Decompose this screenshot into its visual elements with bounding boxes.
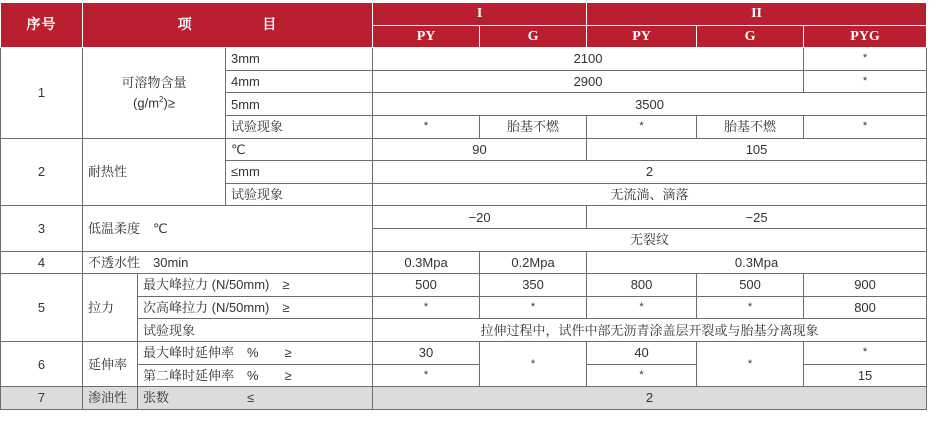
value-cell: * [587,115,697,138]
value-cell: * [697,296,804,319]
header-row-1 [1,3,927,26]
sub-item-label: 5mm [226,93,373,116]
header-sub-g-2: G [697,25,804,48]
value-cell: 500 [697,274,804,297]
item-name: 不透水性 30min [83,251,373,274]
header-sub-py-1: PY [373,25,480,48]
row-number: 7 [1,387,83,410]
value-cell: −20 [373,206,587,229]
item-name-line-2: $(g/m^2)\ge$ [133,95,175,111]
item-name: 耐热性 [83,138,226,206]
value-cell: 800 [587,274,697,297]
value-cell: 0.3Mpa [373,251,480,274]
value-cell: * [480,296,587,319]
value-cell: 90 [373,138,587,161]
item-name: 渗油性 [83,387,138,410]
value-cell: * [373,364,480,387]
value-cell: * [587,296,697,319]
value-cell: 拉伸过程中，试件中部无沥青涂盖层开裂或与胎基分离现象 [373,319,927,342]
value-cell: 2 [373,161,927,184]
value-cell: * [804,341,927,364]
spec-table [0,2,927,410]
header-no: 序号 [1,3,83,48]
row-number: 4 [1,251,83,274]
sub-item-label: 试验现象 [226,115,373,138]
table-row [1,48,927,71]
value-cell: 2100 [373,48,804,71]
header-sub-py-2: PY [587,25,697,48]
header-item [83,3,373,48]
item-name-line-1: 可溶物含量 [121,75,187,91]
sub-item-label: 张数 ≤ [138,387,373,410]
header-group-1: I [373,3,587,26]
sub-item-label: 次高峰拉力 (N/50mm) ≥ [138,296,373,319]
value-cell: 900 [804,274,927,297]
value-cell: 40 [587,341,697,364]
table-row [1,296,927,319]
header-item-char-2: 目 [262,16,278,33]
sub-item-label: ℃ [226,138,373,161]
row-number: 3 [1,206,83,251]
value-cell: 胎基不燃 [697,115,804,138]
item-name [83,48,226,138]
row-number: 6 [1,341,83,386]
sub-item-label: 第二峰时延伸率 % ≥ [138,364,373,387]
row-number: 1 [1,48,83,138]
value-cell: 无裂纹 [373,228,927,251]
table-row [1,274,927,297]
value-cell: 2900 [373,70,804,93]
value-cell: −25 [587,206,927,229]
value-cell: 3500 [373,93,927,116]
sub-item-label: 最大峰时延伸率 % ≥ [138,341,373,364]
item-name: 低温柔度 ℃ [83,206,373,251]
sub-item-label: 4mm [226,70,373,93]
value-cell: * [480,341,587,386]
sub-item-label: 3mm [226,48,373,71]
value-cell: * [804,70,927,93]
value-cell: * [697,341,804,386]
table-row [1,341,927,364]
sub-item-label: 试验现象 [226,183,373,206]
item-name: 拉力 [83,274,138,342]
header-group-2: II [587,3,927,26]
header-sub-g-1: G [480,25,587,48]
value-cell: 0.3Mpa [587,251,927,274]
value-cell: 350 [480,274,587,297]
header-item-char-1: 项 [177,16,193,33]
item-name: 延伸率 [83,341,138,386]
row-number: 5 [1,274,83,342]
table-row [1,387,927,410]
sub-item-label: ≤mm [226,161,373,184]
value-cell: 30 [373,341,480,364]
header-sub-pyg: PYG [804,25,927,48]
value-cell: 500 [373,274,480,297]
value-cell: 胎基不燃 [480,115,587,138]
value-cell: * [373,115,480,138]
row-number: 2 [1,138,83,206]
value-cell: * [587,364,697,387]
table-row [1,206,927,229]
sub-item-label: 最大峰拉力 (N/50mm) ≥ [138,274,373,297]
value-cell: * [373,296,480,319]
value-cell: 无流淌、滴落 [373,183,927,206]
value-cell: 15 [804,364,927,387]
value-cell: * [804,115,927,138]
value-cell: * [804,48,927,71]
table-row [1,319,927,342]
sub-item-label: 试验现象 [138,319,373,342]
value-cell: 0.2Mpa [480,251,587,274]
value-cell: 2 [373,387,927,410]
value-cell: 105 [587,138,927,161]
value-cell: 800 [804,296,927,319]
table-row [1,138,927,161]
table-row [1,251,927,274]
